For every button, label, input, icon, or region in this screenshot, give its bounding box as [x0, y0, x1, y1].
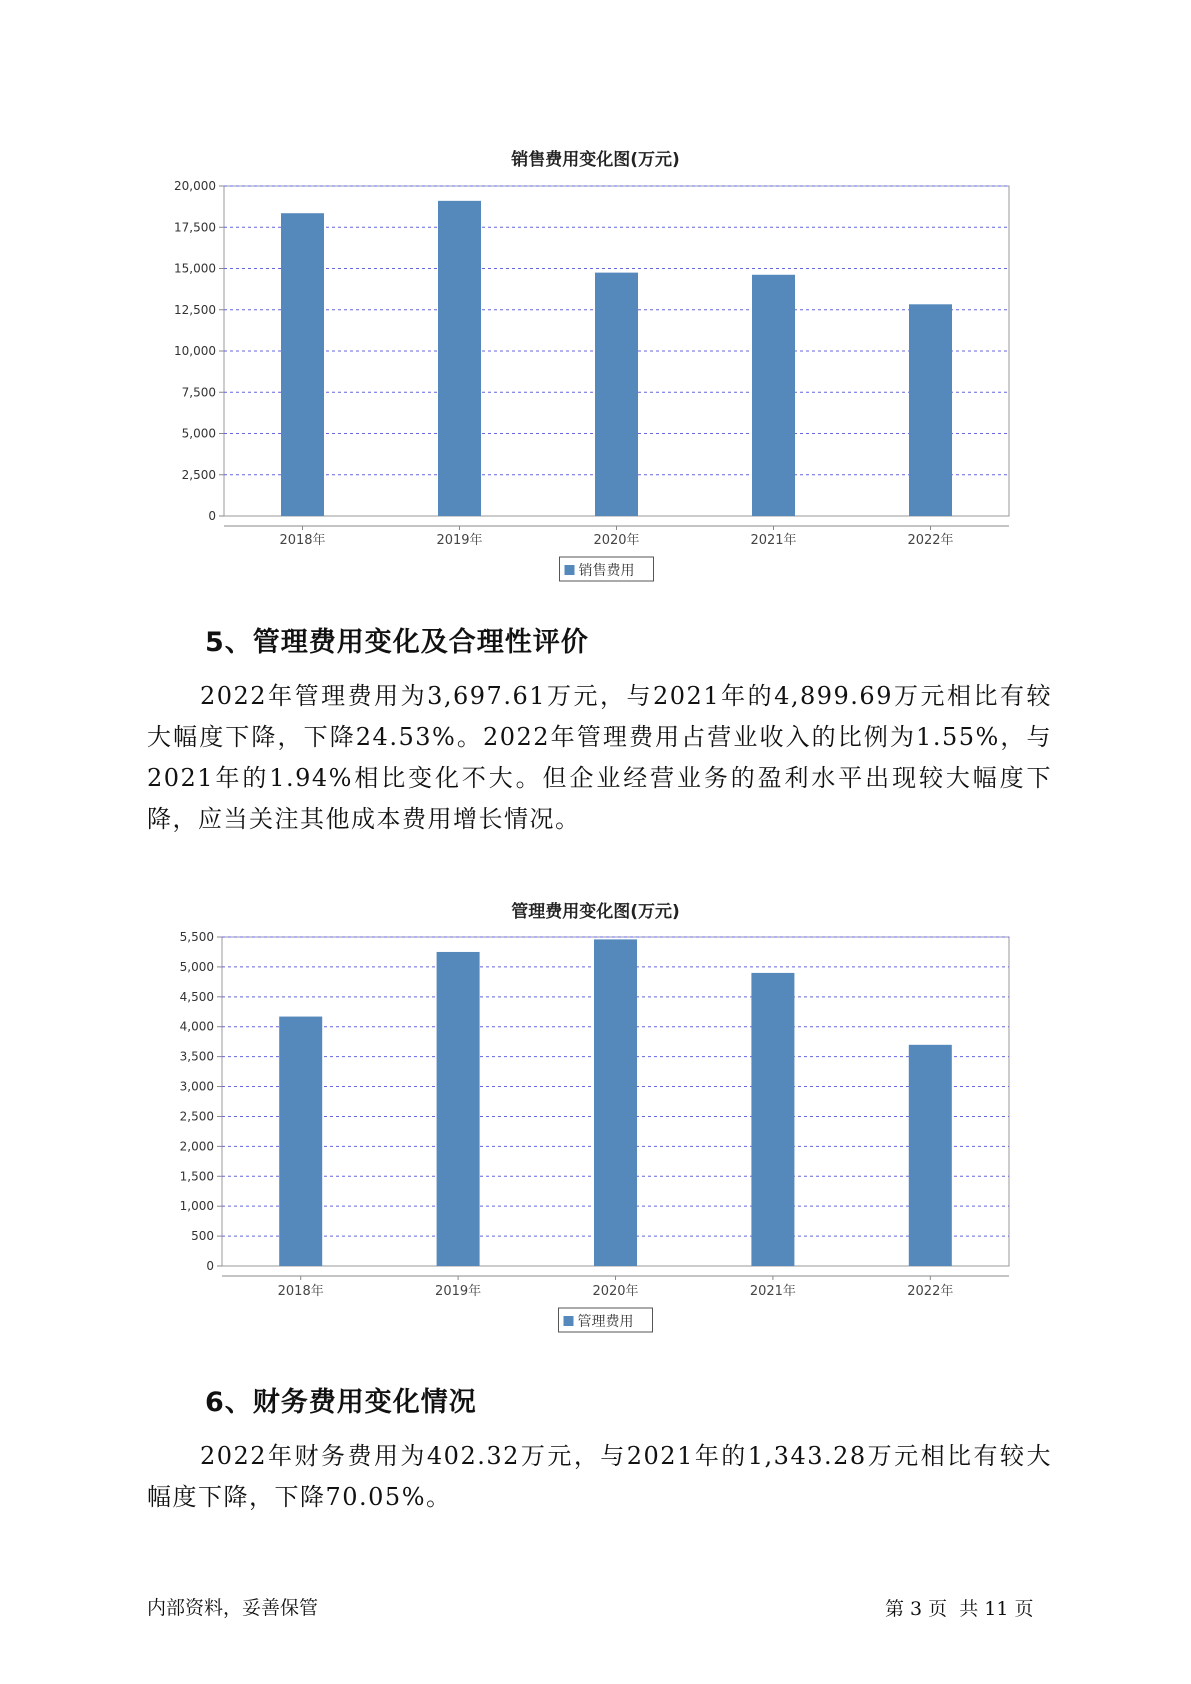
y-tick-label: 0: [206, 1259, 214, 1273]
y-tick-label: 5,000: [181, 426, 216, 441]
y-tick-label: 5,000: [179, 959, 214, 974]
legend: [560, 557, 654, 581]
admin-chart-title: 管理费用变化图(万元): [511, 902, 680, 922]
y-tick-label: 3,000: [179, 1079, 214, 1094]
y-tick-label: 1,000: [179, 1199, 214, 1214]
section-5-paragraph: 2022年管理费用为3,697.61万元，与2021年的4,899.69万元相比有较大幅度下降，下降24.53%。2022年管理费用占营业收入的比例为1.55%，与2021年的1.94%相比变化不大。但企业经营业务的盈利水平出现较大幅度下降，应当关注其他成本费用增长情况。: [147, 682, 1052, 833]
y-tick-label: 2,500: [181, 467, 216, 482]
y-tick-label: 0: [208, 509, 216, 523]
footer-confidential-note: 内部资料，妥善保管: [147, 1597, 319, 1619]
y-tick-label: 17,500: [174, 220, 216, 235]
legend: [559, 1308, 653, 1332]
y-tick-label: 2,000: [179, 1139, 214, 1154]
bar-2018年: [281, 213, 324, 516]
admin-expense-chart: [0, 920, 1191, 1340]
y-tick-label: 12,500: [174, 302, 216, 317]
section-6-paragraph: 2022年财务费用为402.32万元，与2021年的1,343.28万元相比有较大幅度下降，下降70.05%。: [147, 1442, 1052, 1511]
bar-2020年: [594, 939, 637, 1266]
y-tick-label: 3,500: [179, 1049, 214, 1064]
bar-2020年: [595, 273, 638, 516]
x-tick-label: 2021年: [750, 533, 797, 548]
y-tick-label: 4,500: [179, 989, 214, 1004]
y-tick-label: 7,500: [181, 385, 216, 400]
x-tick-label: 2022年: [907, 533, 954, 548]
sales-expense-chart: [0, 170, 1191, 590]
legend-label: 管理费用: [577, 1314, 634, 1330]
bar-2018年: [279, 1017, 322, 1266]
bar-2019年: [437, 952, 480, 1266]
y-tick-label: 500: [191, 1229, 214, 1244]
y-tick-label: 15,000: [174, 261, 216, 276]
footer-page-number: 第 3 页 共 11 页: [885, 1598, 1034, 1620]
bar-2021年: [752, 275, 795, 516]
y-tick-label: 20,000: [174, 179, 216, 193]
x-tick-label: 2018年: [277, 1284, 324, 1299]
x-tick-label: 2019年: [436, 533, 483, 548]
y-tick-label: 5,500: [179, 930, 214, 944]
y-tick-label: 1,500: [179, 1169, 214, 1184]
bar-2021年: [751, 973, 794, 1266]
bar-2019年: [438, 201, 481, 516]
bar-2022年: [909, 1045, 952, 1266]
sales-chart-title: 销售费用变化图(万元): [511, 150, 680, 170]
x-tick-label: 2019年: [435, 1284, 482, 1299]
section-6-heading: 6、财务费用变化情况: [205, 1387, 477, 1418]
legend-swatch: [564, 1316, 574, 1326]
bar-2022年: [909, 304, 952, 516]
legend-swatch: [565, 565, 575, 575]
section-5-heading: 5、管理费用变化及合理性评价: [205, 627, 589, 658]
x-tick-label: 2020年: [593, 533, 640, 548]
legend-label: 销售费用: [578, 563, 635, 579]
x-tick-label: 2021年: [749, 1284, 796, 1299]
y-tick-label: 10,000: [174, 344, 216, 358]
x-tick-label: 2018年: [279, 533, 326, 548]
x-tick-label: 2022年: [907, 1284, 954, 1299]
y-tick-label: 2,500: [179, 1109, 214, 1124]
y-tick-label: 4,000: [179, 1019, 214, 1034]
x-tick-label: 2020年: [592, 1284, 639, 1299]
